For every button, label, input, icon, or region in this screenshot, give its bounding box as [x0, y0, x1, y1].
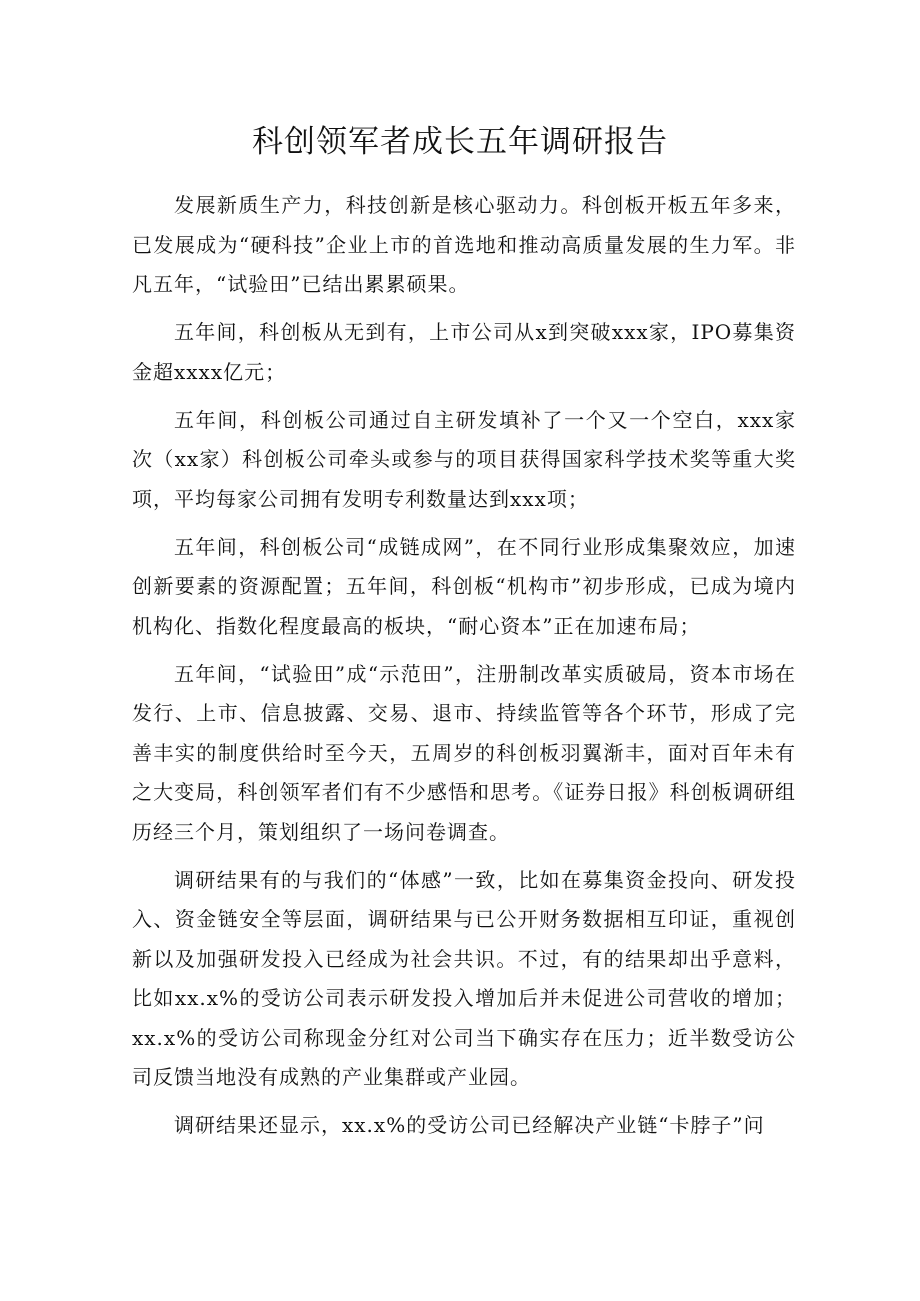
paragraph-listing-growth: 五年间，科创板从无到有，上市公司从x到突破xxx家，IPO募集资金超xxxx亿元；	[132, 320, 796, 384]
paragraph-innovation: 五年间，科创板公司通过自主研发填补了一个又一个空白，xxx家次（xx家）科创板公司牵头或参与的项目获得国家科学技术奖等重大奖项，平均每家公司拥有发明专利数量达到xxx项；	[132, 407, 796, 511]
paragraph-intro: 发展新质生产力，科技创新是核心驱动力。科创板开板五年多来，已发展成为“硬科技”企业上市的首选地和推动高质量发展的生力军。非凡五年，“试验田”已结出累累硕果。	[132, 193, 796, 296]
paragraph-industry-chain: 五年间，科创板公司“成链成网”，在不同行业形成集聚效应，加速创新要素的资源配置；五年间，科创板“机构市”初步形成，已成为境内机构化、指数化程度最高的板块，“耐心资本”正在加速布局；	[132, 534, 796, 638]
document-body	[132, 186, 796, 1146]
document-title: 科创领军者成长五年调研报告	[252, 124, 668, 160]
paragraph-reform: 五年间，“试验田”成“示范田”，注册制改革实质破局，资本市场在发行、上市、信息披露、交易、退市、持续监管等各个环节，形成了完善丰实的制度供给时至今天，五周岁的科创板羽翼渐丰，面对百年未有之大变局，科创领军者们有不少感悟和思考。《证券日报》科创板调研组历经三个月，策划组织了一场问卷调查。	[132, 661, 796, 844]
paragraph-survey-continued: 调研结果还显示，xx.x%的受访公司已经解决产业链“卡脖子”问	[174, 1113, 765, 1137]
paragraph-survey-results: 调研结果有的与我们的“体感”一致，比如在募集资金投向、研发投入、资金链安全等层面，调研结果与已公开财务数据相互印证，重视创新以及加强研发投入已经成为社会共识。不过，有的结果却出乎意料，比如xx.x%的受访公司表示研发投入增加后并未促进公司营收的增加；xx.x%的受访公司称现金分红对公司当下确实存在压力；近半数受访公司反馈当地没有成熟的产业集群或产业园。	[132, 867, 796, 1089]
